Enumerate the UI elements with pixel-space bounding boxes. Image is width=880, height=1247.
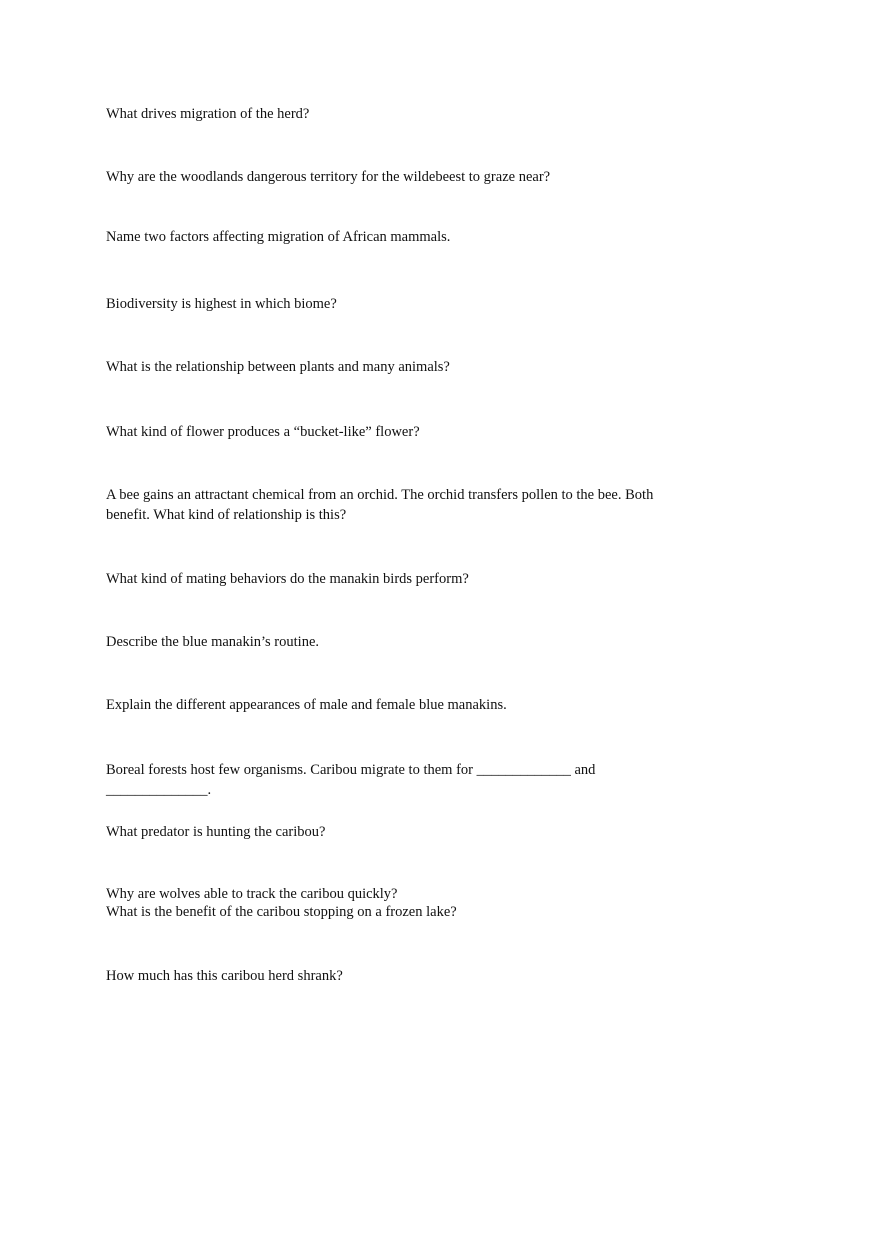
question-7-line-1: A bee gains an attractant chemical from an orchid. The orchid transfers pollen to the bee. Both [106, 487, 654, 503]
question-9: Describe the blue manakin’s routine. [106, 634, 320, 650]
question-7 [106, 485, 706, 525]
question-11-line-1: Boreal forests host few organisms. Caribou migrate to them for _____________ and [106, 762, 596, 778]
question-2: Why are the woodlands dangerous territory for the wildebeest to graze near? [106, 169, 551, 185]
question-10: Explain the different appearances of male and female blue manakins. [106, 697, 507, 713]
question-13 [106, 885, 706, 921]
question-4: Biodiversity is highest in which biome? [106, 296, 337, 312]
question-6: What kind of flower produces a “bucket-like” flower? [106, 424, 420, 440]
question-5: What is the relationship between plants and many animals? [106, 359, 450, 375]
question-11-line-2: ______________. [106, 782, 212, 798]
question-13-line-1: Why are wolves able to track the caribou quickly? [106, 886, 398, 902]
question-12: What predator is hunting the caribou? [106, 824, 326, 840]
question-13-line-2: What is the benefit of the caribou stopping on a frozen lake? [106, 904, 457, 920]
question-7-line-2: benefit. What kind of relationship is this? [106, 507, 347, 523]
question-1: What drives migration of the herd? [106, 106, 310, 122]
question-11 [106, 760, 706, 800]
question-3: Name two factors affecting migration of African mammals. [106, 229, 451, 245]
question-14: How much has this caribou herd shrank? [106, 968, 343, 984]
question-8: What kind of mating behaviors do the manakin birds perform? [106, 571, 469, 587]
